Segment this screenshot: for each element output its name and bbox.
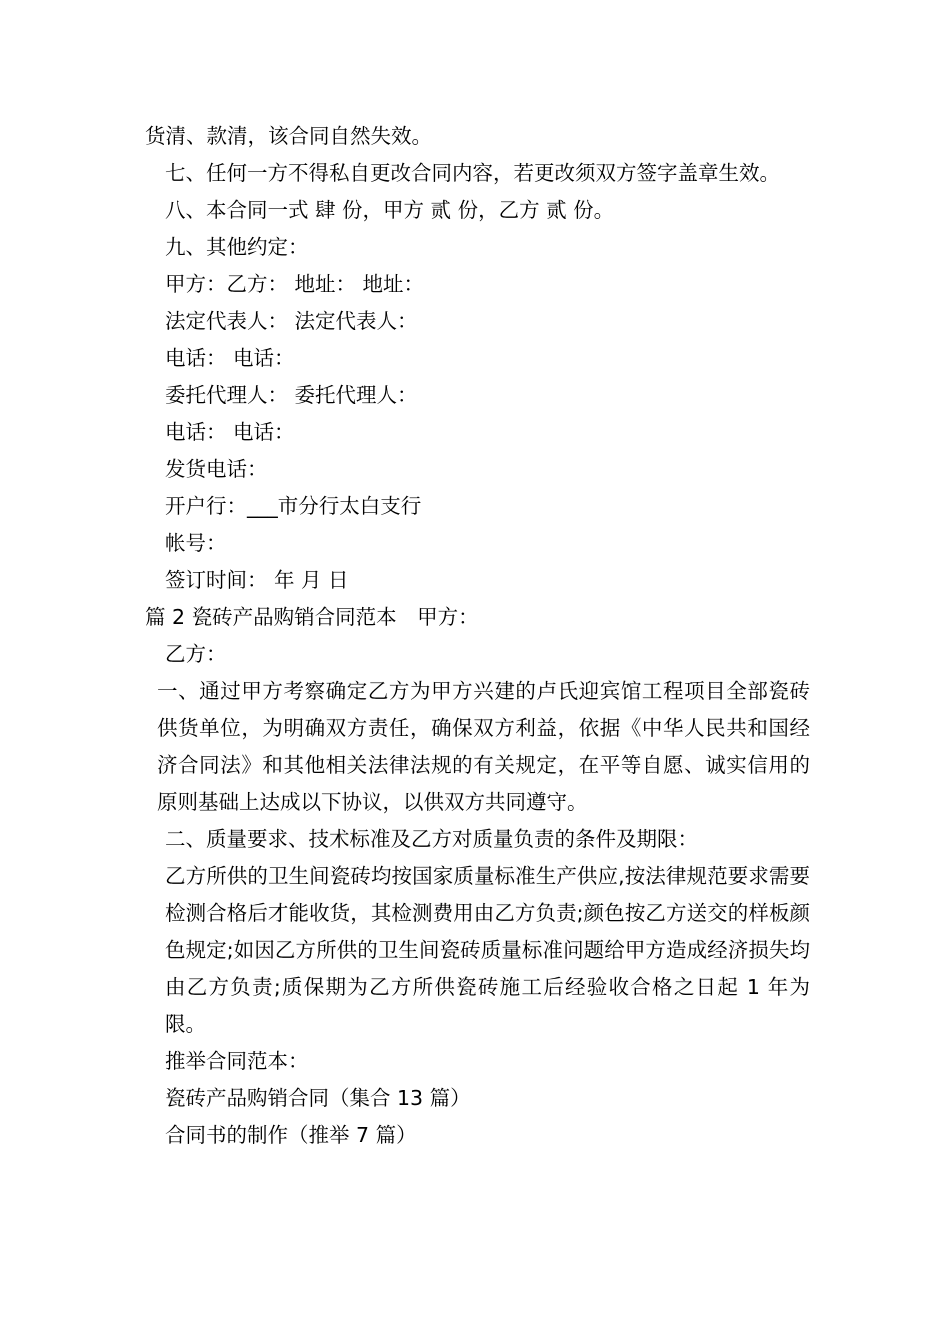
document-body [145, 118, 810, 1154]
shipping-phone: 发货电话： [165, 457, 268, 481]
signing-date: 签订时间： 年 月 日 [165, 568, 349, 592]
signature-agent-phone: 电话： 电话： [165, 420, 295, 444]
signature-party-address: 甲方：乙方： 地址： 地址： [165, 272, 425, 296]
clause-eight: 八、本合同一式 肆 份，甲方 贰 份，乙方 贰 份。 [165, 198, 615, 222]
signature-agent: 委托代理人： 委托代理人： [165, 383, 418, 407]
section-heading: 篇 2 瓷砖产品购销合同范本 甲方： [145, 605, 479, 629]
signature-legal-rep: 法定代表人： 法定代表人： [165, 309, 418, 333]
bank-name: 开户行：___市分行太白支行 [165, 494, 422, 518]
recommended-link-2: 合同书的制作（推举 7 篇） [165, 1123, 417, 1147]
recommended-link-1: 瓷砖产品购销合同（集合 13 篇） [165, 1086, 471, 1110]
signature-phone: 电话： 电话： [165, 346, 295, 370]
clause-seven: 七、任何一方不得私自更改合同内容，若更改须双方签字盖章生效。 [165, 161, 780, 185]
quality-terms: 乙方所供的卫生间瓷砖均按国家质量标准生产供应,按法律规范要求需要检测合格后才能收货，其检测费用由乙方负责;颜色按乙方送交的样板颜色规定;如因乙方所供的卫生间瓷砖质量标准问题给甲方造成经济损失均由乙方负责;质保期为乙方所供瓷砖施工后经验收合格之日起 1 年为限。 [165, 864, 810, 1036]
account-number: 帐号： [165, 531, 227, 555]
party-b-label: 乙方： [165, 642, 227, 666]
clause-one: 一、通过甲方考察确定乙方为甲方兴建的卢氏迎宾馆工程项目全部瓷砖供货单位，为明确双方责任，确保双方利益，依据《中华人民共和国经济合同法》和其他相关法律法规的有关规定，在平等自愿、诚实信用的原则基础上达成以下协议，以供双方共同遵守。 [157, 679, 810, 814]
clause-two: 二、质量要求、技术标准及乙方对质量负责的条件及期限： [165, 827, 698, 851]
clause-nine: 九、其他约定： [165, 235, 309, 259]
paragraph-continuation: 货清、款清，该合同自然失效。 [145, 124, 432, 148]
recommended-label: 推举合同范本： [165, 1049, 309, 1073]
